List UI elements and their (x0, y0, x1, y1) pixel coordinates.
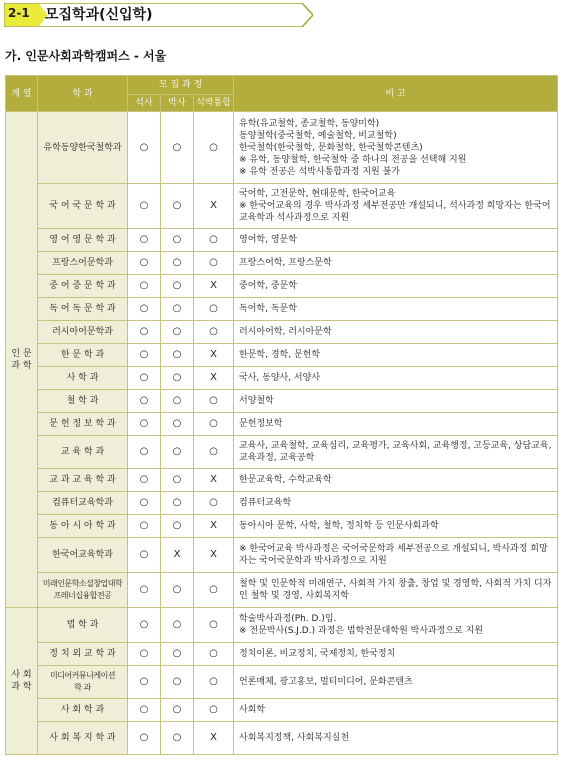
masters-mark: ○ (128, 436, 161, 469)
masters-mark: ○ (128, 699, 161, 722)
col-header-doctorate: 박사 (161, 95, 194, 112)
col-header-group: 계 열 (6, 76, 38, 112)
combined-mark: ○ (194, 608, 234, 643)
masters-mark: ○ (128, 390, 161, 413)
doctorate-mark: ○ (161, 722, 194, 755)
section-number: 2-1 (8, 6, 30, 20)
note-cell: 교육사, 교육철학, 교육심리, 교육평가, 교육사회, 교육행정, 고등교육, 상담교육, 교육과정, 교육공학 (234, 436, 558, 469)
doctorate-mark: ○ (161, 184, 194, 229)
table-row (6, 275, 558, 298)
dept-cell: 유학동양한국철학과 (38, 112, 128, 184)
masters-mark: ○ (128, 469, 161, 492)
section-title: 가. 인문사회과학캠퍼스 - 서울 (5, 49, 167, 63)
note-cell: 중어학, 중문학 (234, 275, 558, 298)
table-row (6, 184, 558, 229)
dept-cell: 한 문 학 과 (38, 344, 128, 367)
dept-cell: 영 어 영 문 학 과 (38, 229, 128, 252)
masters-mark: ○ (128, 643, 161, 666)
masters-mark: ○ (128, 538, 161, 573)
page-title: 모집학과(신입학) (45, 7, 153, 23)
table-row (6, 643, 558, 666)
dept-cell: 독 어 독 문 학 과 (38, 298, 128, 321)
dept-cell: 한국어교육학과 (38, 538, 128, 573)
doctorate-mark: ○ (161, 112, 194, 184)
combined-mark: ○ (194, 112, 234, 184)
combined-mark: ○ (194, 298, 234, 321)
masters-mark: ○ (128, 344, 161, 367)
col-header-recruit: 모 집 과 정 (128, 76, 234, 95)
departments-table (5, 75, 558, 755)
doctorate-mark: ○ (161, 229, 194, 252)
note-cell: 컴퓨터교육학 (234, 492, 558, 515)
dept-cell: 러시아어문학과 (38, 321, 128, 344)
table-row (6, 344, 558, 367)
masters-mark: ○ (128, 275, 161, 298)
doctorate-mark: ○ (161, 469, 194, 492)
note-cell: 철학 및 인문학적 미래연구, 사회적 가치 창출, 창업 및 경영학, 사회적 가치 디자인 철학 및 경영, 사회복지학 (234, 573, 558, 608)
table-row (6, 436, 558, 469)
note-cell: 사회복지정책, 사회복지실천 (234, 722, 558, 755)
note-cell: 서양철학 (234, 390, 558, 413)
combined-mark: X (194, 275, 234, 298)
doctorate-mark: ○ (161, 298, 194, 321)
note-cell: 정치이론, 비교정치, 국제정치, 한국정치 (234, 643, 558, 666)
table-row (6, 666, 558, 699)
masters-mark: ○ (128, 252, 161, 275)
doctorate-mark: ○ (161, 666, 194, 699)
col-header-combined: 석박통합 (194, 95, 234, 112)
dept-cell: 미디어커뮤니케이션 학 과 (38, 666, 128, 699)
note-cell: 한문교육학, 수학교육학 (234, 469, 558, 492)
col-header-dept: 학 과 (38, 76, 128, 112)
combined-mark: ○ (194, 643, 234, 666)
table-row (6, 229, 558, 252)
dept-cell: 사 학 과 (38, 367, 128, 390)
note-cell: 러시아어학, 러시아문학 (234, 321, 558, 344)
combined-mark: X (194, 538, 234, 573)
combined-mark: X (194, 344, 234, 367)
col-header-masters: 석사 (128, 95, 161, 112)
masters-mark: ○ (128, 112, 161, 184)
dept-cell: 교 과 교 육 학 과 (38, 469, 128, 492)
masters-mark: ○ (128, 608, 161, 643)
note-cell: 동아시아 문학, 사학, 철학, 정치학 등 인문사회과학 (234, 515, 558, 538)
group-cell: 인 문 과 학 (6, 112, 38, 608)
doctorate-mark: ○ (161, 413, 194, 436)
combined-mark: ○ (194, 413, 234, 436)
combined-mark: ○ (194, 666, 234, 699)
table-row (6, 492, 558, 515)
masters-mark: ○ (128, 321, 161, 344)
combined-mark: X (194, 722, 234, 755)
table-row (6, 298, 558, 321)
table-row (6, 699, 558, 722)
doctorate-mark: ○ (161, 344, 194, 367)
dept-cell: 문 헌 정 보 학 과 (38, 413, 128, 436)
doctorate-mark: ○ (161, 367, 194, 390)
masters-mark: ○ (128, 367, 161, 390)
note-cell: 프랑스어학, 프랑스문학 (234, 252, 558, 275)
doctorate-mark: ○ (161, 252, 194, 275)
table-row (6, 608, 558, 643)
masters-mark: ○ (128, 666, 161, 699)
table-row (6, 413, 558, 436)
doctorate-mark: ○ (161, 390, 194, 413)
doctorate-mark: ○ (161, 515, 194, 538)
dept-cell: 사 회 복 지 학 과 (38, 722, 128, 755)
col-header-notes: 비 고 (234, 76, 558, 112)
table-row (6, 538, 558, 573)
masters-mark: ○ (128, 573, 161, 608)
combined-mark: ○ (194, 573, 234, 608)
combined-mark: ○ (194, 492, 234, 515)
table-row (6, 390, 558, 413)
doctorate-mark: ○ (161, 436, 194, 469)
doctorate-mark: ○ (161, 643, 194, 666)
dept-cell: 중 어 중 문 학 과 (38, 275, 128, 298)
note-cell: ※ 한국어교육 박사과정은 국어국문학과 세부전공으로 개설되니, 박사과정 희망자는 국어국문학과 박사과정으로 지원 (234, 538, 558, 573)
dept-cell: 동 아 시 아 학 과 (38, 515, 128, 538)
table-row (6, 573, 558, 608)
note-cell: 국어학, 고전문학, 현대문학, 한국어교육 ※ 한국어교육의 경우 박사과정 세부전공만 개설되니, 석사과정 희망자는 한국어교육학과 석사과정으로 지원 (234, 184, 558, 229)
combined-mark: X (194, 184, 234, 229)
dept-cell: 교 육 학 과 (38, 436, 128, 469)
note-cell: 국사, 동양사, 서양사 (234, 367, 558, 390)
doctorate-mark: ○ (161, 492, 194, 515)
doctorate-mark: ○ (161, 699, 194, 722)
combined-mark: ○ (194, 229, 234, 252)
dept-cell: 미래인문학소셜창업대학 프레너십융합전공 (38, 573, 128, 608)
dept-cell: 사 회 학 과 (38, 699, 128, 722)
doctorate-mark: ○ (161, 608, 194, 643)
note-cell: 유학(유교철학, 종교철학, 동양미학) 동양철학(중국철학, 예술철학, 비교철학) 한국철학(한국철학, 문화철학, 한국철학콘텐츠) ※ 유학, 동양철학, 한국철학 중 하나의 전공을 선택해 지원 ※ 유학 전공은 석박사통합과정 지원 불가 (234, 112, 558, 184)
masters-mark: ○ (128, 298, 161, 321)
masters-mark: ○ (128, 184, 161, 229)
dept-cell: 법 학 과 (38, 608, 128, 643)
combined-mark: X (194, 515, 234, 538)
table-row (6, 252, 558, 275)
doctorate-mark: ○ (161, 573, 194, 608)
doctorate-mark: ○ (161, 321, 194, 344)
note-cell: 사회학 (234, 699, 558, 722)
doctorate-mark: ○ (161, 275, 194, 298)
dept-cell: 정 치 외 교 학 과 (38, 643, 128, 666)
table-body (6, 112, 558, 755)
note-cell: 언론매체, 광고홍보, 멀티미디어, 문화콘텐츠 (234, 666, 558, 699)
combined-mark: ○ (194, 699, 234, 722)
doctorate-mark: X (161, 538, 194, 573)
combined-mark: X (194, 367, 234, 390)
combined-mark: ○ (194, 390, 234, 413)
masters-mark: ○ (128, 515, 161, 538)
group-cell: 사 회 과 학 (6, 608, 38, 755)
table-row (6, 469, 558, 492)
dept-cell: 국 어 국 문 학 과 (38, 184, 128, 229)
note-cell: 문헌정보학 (234, 413, 558, 436)
masters-mark: ○ (128, 229, 161, 252)
table-row (6, 722, 558, 755)
masters-mark: ○ (128, 492, 161, 515)
note-cell: 학술박사과정(Ph. D.)임. ※ 전문박사(S.J.D.) 과정은 법학전문대학원 박사과정으로 지원 (234, 608, 558, 643)
table-row (6, 321, 558, 344)
dept-cell: 컴퓨터교육학과 (38, 492, 128, 515)
note-cell: 한문학, 경학, 문헌학 (234, 344, 558, 367)
combined-mark: ○ (194, 252, 234, 275)
table-row (6, 112, 558, 184)
dept-cell: 프랑스어문학과 (38, 252, 128, 275)
masters-mark: ○ (128, 413, 161, 436)
table-row (6, 367, 558, 390)
note-cell: 독어학, 독문학 (234, 298, 558, 321)
note-cell: 영어학, 영문학 (234, 229, 558, 252)
masters-mark: ○ (128, 722, 161, 755)
dept-cell: 철 학 과 (38, 390, 128, 413)
combined-mark: ○ (194, 436, 234, 469)
table-row (6, 515, 558, 538)
combined-mark: ○ (194, 321, 234, 344)
combined-mark: X (194, 469, 234, 492)
